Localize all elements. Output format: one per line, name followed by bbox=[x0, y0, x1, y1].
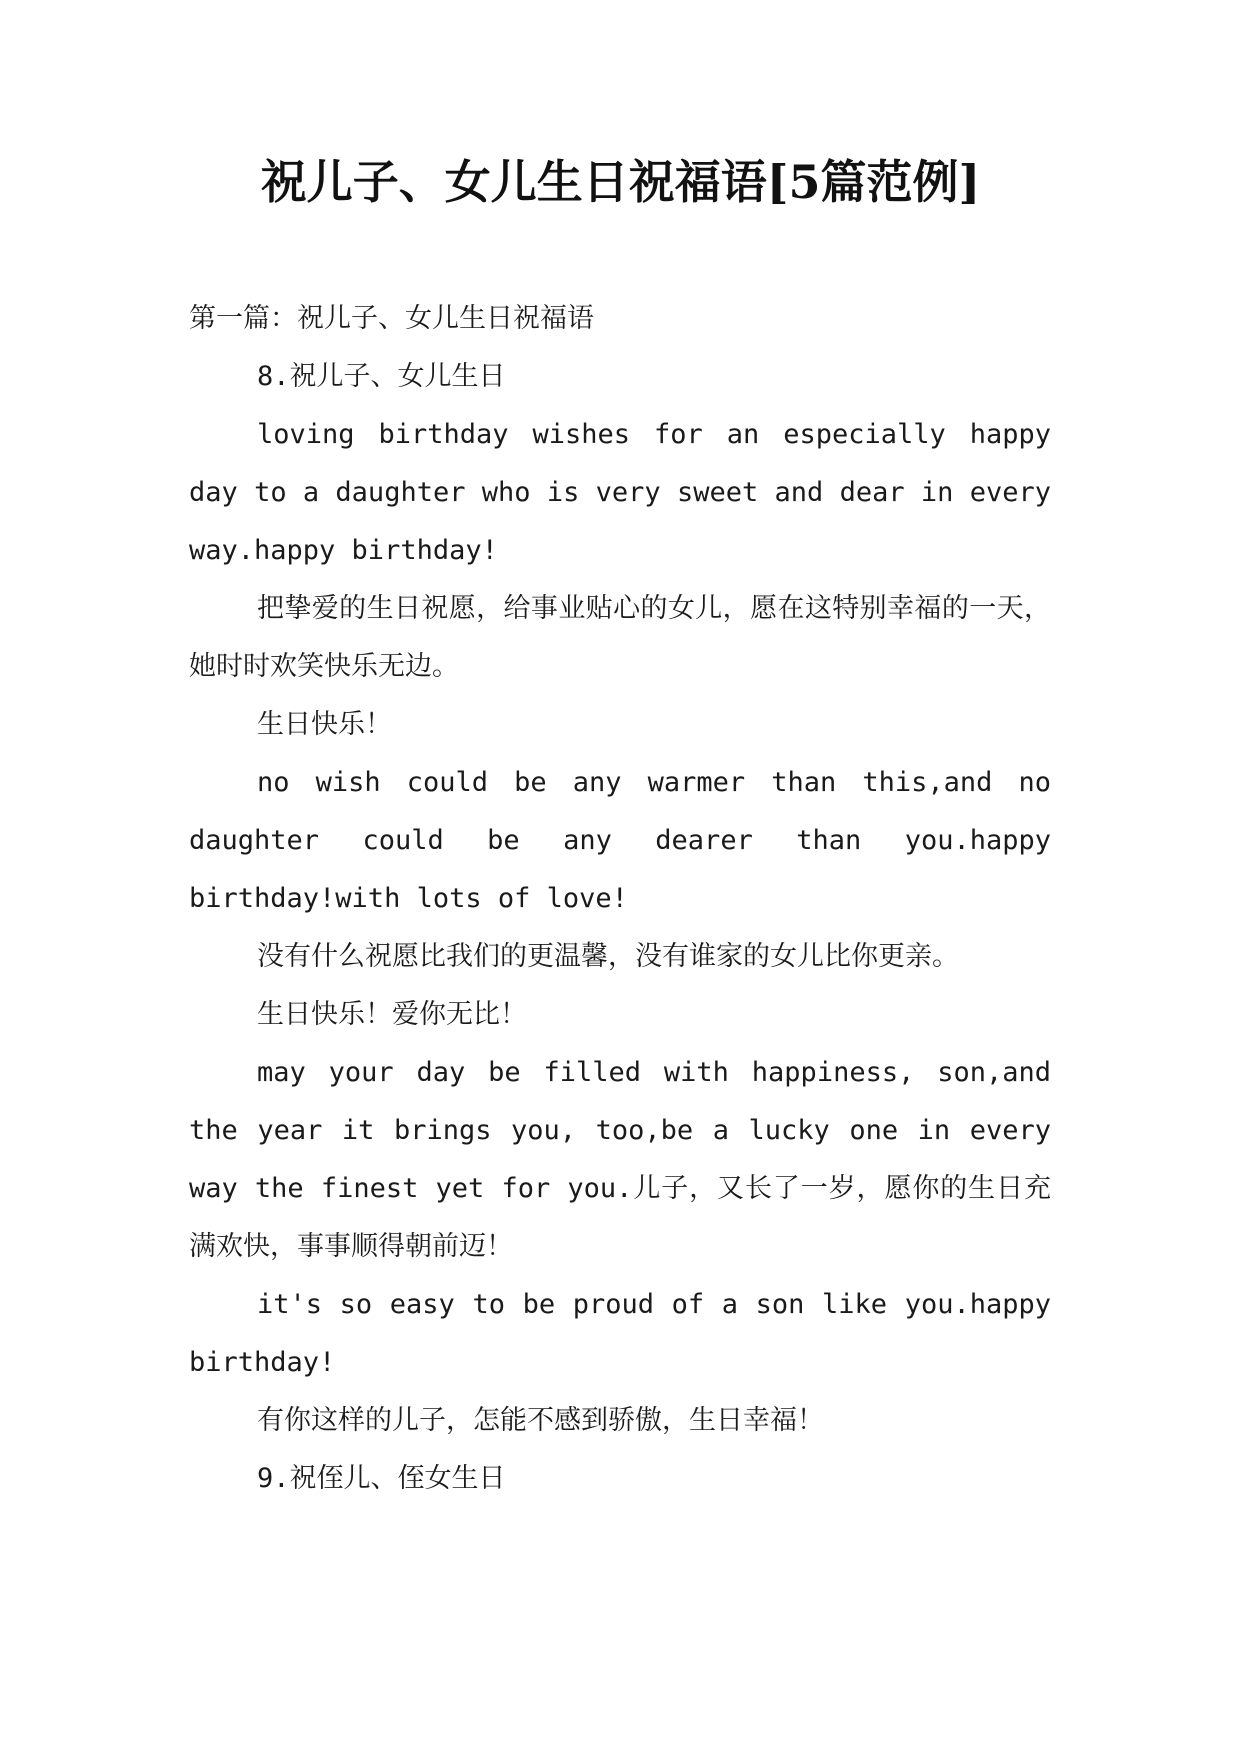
paragraph: loving birthday wishes for an especially happy day to a daughter who is very sweet and dear in every way.happy birthday! bbox=[189, 419, 1051, 566]
paragraph: 没有什么祝愿比我们的更温馨，没有谁家的女儿比你更亲。 bbox=[257, 941, 959, 972]
paragraph: 生日快乐！爱你无比！ bbox=[257, 999, 527, 1030]
paragraph: 生日快乐！ bbox=[257, 709, 392, 740]
paragraph: it's so easy to be proud of a son like you.happy birthday! bbox=[189, 1289, 1051, 1378]
subsection-heading: 9.祝侄儿、侄女生日 bbox=[257, 1463, 506, 1494]
paragraph: may your day be filled with happiness, son,and the year it brings you, too,be a lucky one in every way the finest yet for you.儿子，又长了一岁，愿你的生日充满欢快，事事顺得朝前迈！ bbox=[189, 1057, 1051, 1262]
paragraph: 有你这样的儿子，怎能不感到骄傲，生日幸福！ bbox=[257, 1405, 824, 1436]
document-body bbox=[189, 290, 1051, 1508]
paragraph: 把挚爱的生日祝愿，给事业贴心的女儿，愿在这特别幸福的一天，她时时欢笑快乐无边。 bbox=[189, 593, 1051, 682]
subsection-heading: 8.祝儿子、女儿生日 bbox=[257, 361, 506, 392]
section-heading: 第一篇：祝儿子、女儿生日祝福语 bbox=[189, 303, 594, 334]
paragraph: no wish could be any warmer than this,and no daughter could be any dearer than you.happy birthday!with lots of love! bbox=[189, 767, 1051, 914]
document-title: 祝儿子、女儿生日祝福语[5篇范例] bbox=[260, 155, 981, 209]
